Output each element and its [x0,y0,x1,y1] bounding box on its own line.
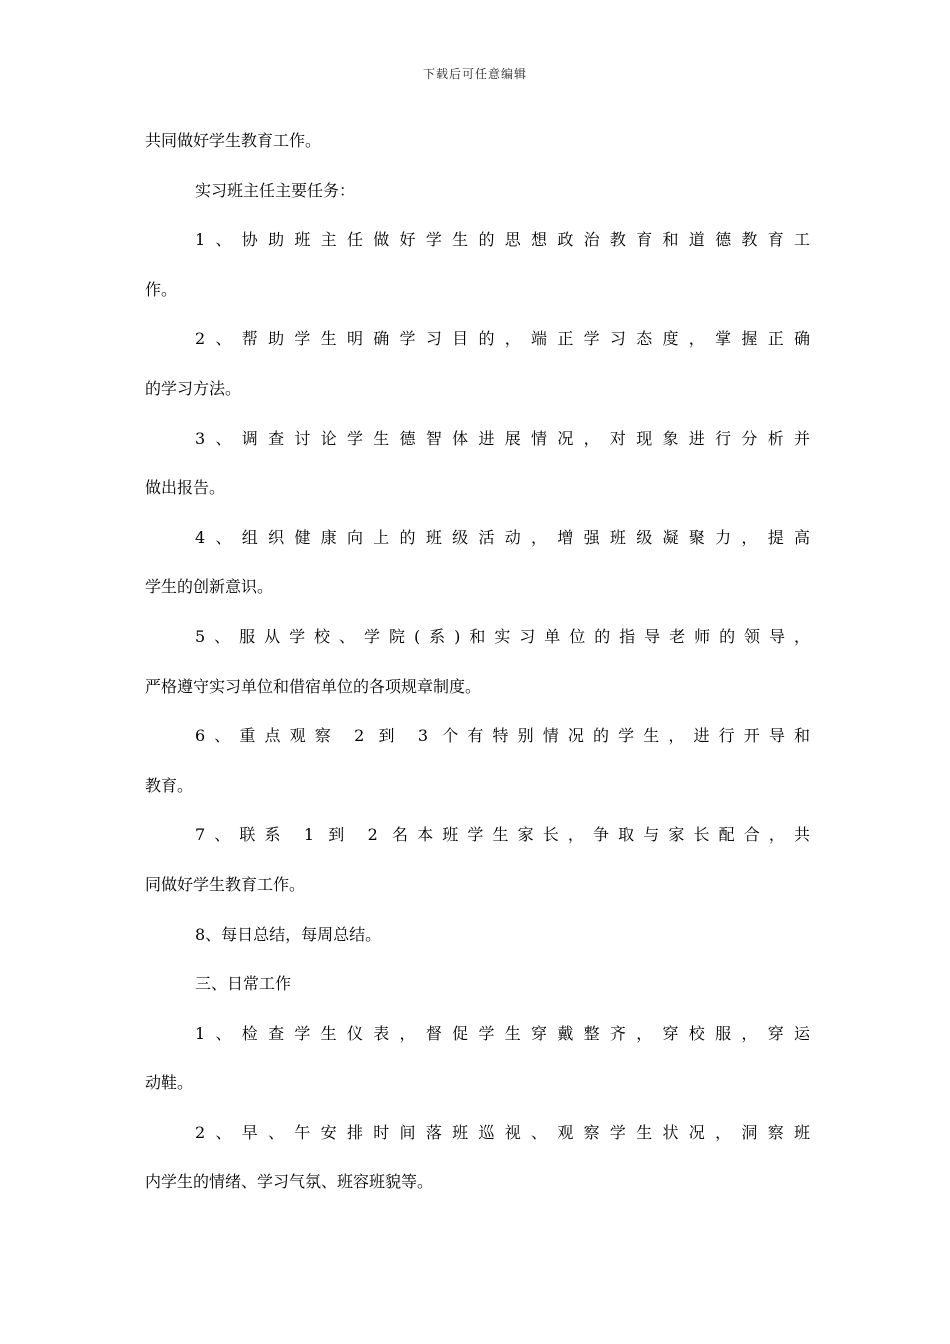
list-item-2-line-1: 2、帮助学生明确学习目的，端正学习态度，掌握正确 [195,329,810,349]
list-item-5-line-2: 严格遵守实习单位和借宿单位的各项规章制度。 [145,676,482,696]
section-heading: 实习班主任主要任务： [195,180,356,200]
list-item-5-line-1: 5、服从学校、学院(系)和实习单位的指导老师的领导， [195,626,810,646]
daily-item-2-line-1: 2、早、午安排时间落班巡视、观察学生状况，洞察班 [195,1122,810,1142]
text-line: 共同做好学生教育工作。 [145,131,322,150]
list-item-3-line-2: 做出报告。 [145,478,226,498]
list-item-4-line-1: 4、组织健康向上的班级活动，增强班级凝聚力，提高 [195,527,810,547]
list-item-6-line-1: 6、重点观察 2 到 3 个有特别情况的学生，进行开导和 [195,726,810,746]
daily-item-1-line-1: 1、检查学生仪表，督促学生穿戴整齐，穿校服，穿运 [195,1023,810,1043]
list-item-3-line-1: 3、调查讨论学生德智体进展情况，对现象进行分析并 [195,428,810,448]
page-header-note: 下载后可任意编辑 [422,67,527,81]
list-item-6-line-2: 教育。 [145,775,194,795]
list-item-2-line-2: 的学习方法。 [145,378,242,398]
list-item-4-line-2: 学生的创新意识。 [145,577,274,597]
list-item-7-line-2: 同做好学生教育工作。 [145,874,306,894]
list-item-8: 8、每日总结，每周总结。 [195,924,382,944]
document-body [145,128,810,1219]
daily-item-1-line-2: 动鞋。 [145,1073,194,1093]
daily-item-2-line-2: 内学生的情绪、学习气氛、班容班貌等。 [145,1172,434,1192]
list-item-1-line-1: 1、协助班主任做好学生的思想政治教育和道德教育工 [195,230,810,250]
list-item-7-line-1: 7、联系 1 到 2 名本班学生家长，争取与家长配合，共 [195,825,810,845]
list-item-1-line-2: 作。 [145,279,178,299]
section-heading-daily-work: 三、日常工作 [195,974,292,994]
